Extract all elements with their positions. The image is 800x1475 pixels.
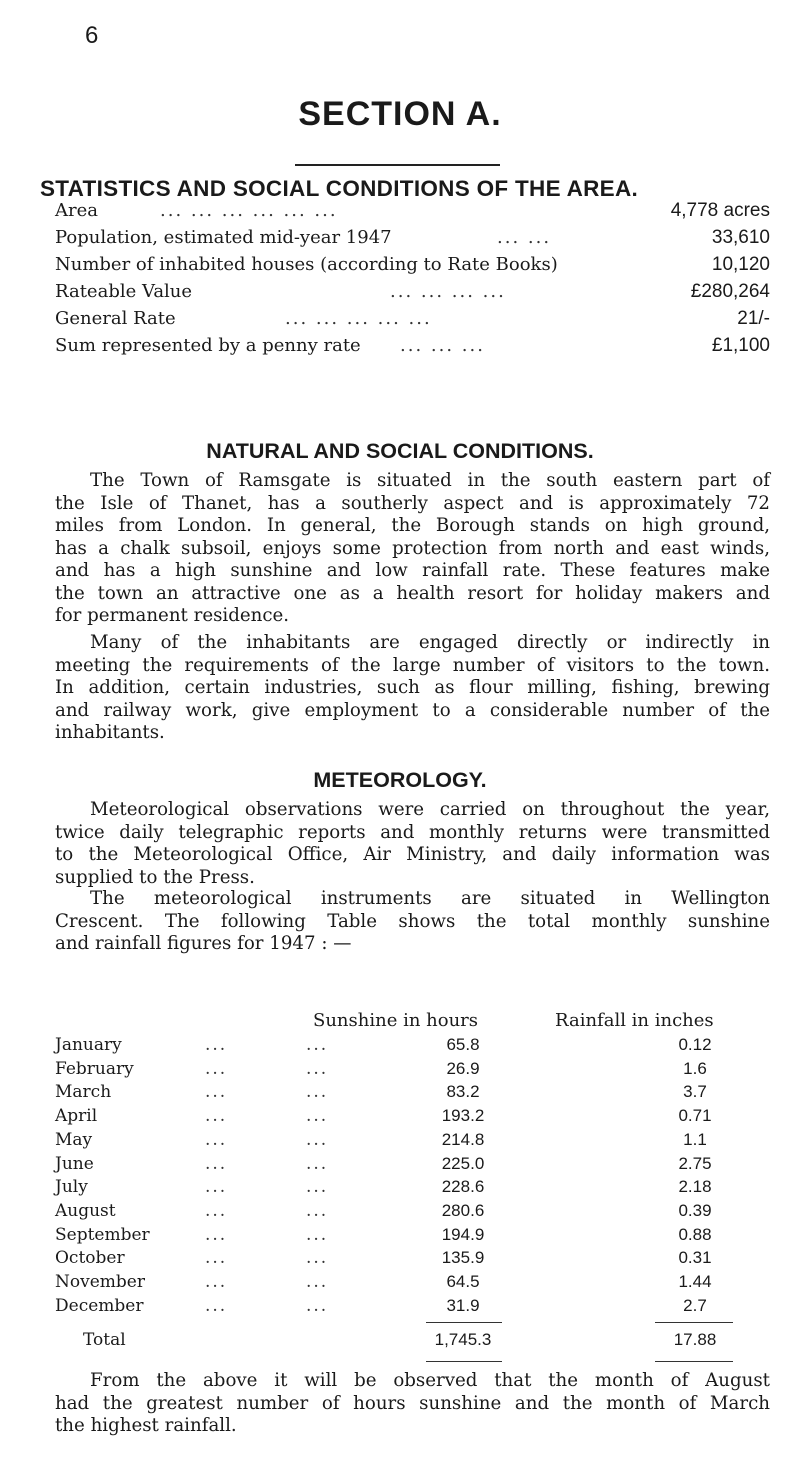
stat-label: Area (55, 200, 98, 221)
month-name: August (55, 1200, 116, 1221)
rainfall-value: 2.75 (678, 1153, 712, 1173)
table-row (55, 1296, 770, 1320)
leader-dots: ... ... ... ... ... (285, 308, 432, 329)
rainfall-value: 0.31 (678, 1248, 712, 1268)
leader-dots: ... (205, 1224, 228, 1245)
sunshine-value: 225.0 (441, 1153, 485, 1173)
table-row (55, 1248, 770, 1272)
text-line: From the above it will be observed that the month of August (90, 1370, 770, 1391)
total-sunshine: 1,745.3 (434, 1330, 492, 1349)
sunshine-value: 83.2 (446, 1082, 480, 1102)
leader-dots: ... (205, 1248, 228, 1269)
month-name: April (55, 1106, 98, 1127)
stat-value: 10,120 (711, 254, 770, 275)
stat-row (55, 308, 770, 336)
leader-dots: ... (306, 1129, 329, 1150)
rainfall-value: 1.1 (683, 1129, 707, 1149)
text-line: and rainfall figures for 1947 : — (55, 933, 352, 954)
leader-dots: ... (306, 1224, 329, 1245)
table-row (55, 1130, 770, 1154)
text-line: has a chalk subsoil, enjoys some protection from north and east winds, (55, 537, 770, 559)
sunshine-value: 64.5 (446, 1272, 480, 1291)
text-line: supplied to the Press. (55, 866, 255, 888)
section-title: SECTION A. (298, 95, 502, 133)
stat-label: General Rate (55, 308, 176, 329)
rainfall-value: 0.12 (678, 1035, 712, 1054)
sunshine-value: 228.6 (441, 1177, 485, 1197)
text-line: for permanent residence. (55, 605, 290, 626)
rainfall-value: 0.88 (678, 1224, 712, 1244)
stats-heading: STATISTICS AND SOCIAL CONDITIONS OF THE AREA. (40, 176, 639, 201)
rainfall-value: 0.39 (678, 1200, 712, 1220)
leader-dots: ... (306, 1035, 329, 1055)
stat-row (55, 200, 770, 228)
text-line: miles from London. In general, the Borough stands on high ground, (55, 515, 770, 536)
text-line: the highest rainfall. (55, 1415, 237, 1436)
stat-label: Number of inhabited houses (according to Rate Books) (55, 254, 558, 275)
text-line: inhabitants. (55, 722, 165, 743)
stat-value: 33,610 (711, 227, 770, 248)
total-row (55, 1330, 770, 1356)
leader-dots: ... ... ... ... (390, 281, 506, 302)
leader-dots: ... (306, 1106, 329, 1127)
table-row (55, 1272, 770, 1296)
rainfall-total-underline (655, 1361, 733, 1362)
total-rainfall: 17.88 (673, 1330, 717, 1349)
stat-value: 4,778 acres (670, 200, 770, 221)
text-line: the Isle of Thanet, has a southerly aspect and is approximately 72 (55, 492, 770, 514)
rainfall-value: 2.18 (678, 1177, 712, 1197)
natural-conditions-heading: NATURAL AND SOCIAL CONDITIONS. (206, 439, 594, 463)
table-row (55, 1106, 770, 1130)
leader-dots: ... (306, 1295, 329, 1316)
rainfall-value: 0.71 (678, 1106, 712, 1126)
leader-dots: ... (205, 1035, 228, 1055)
leader-dots: ... (205, 1177, 228, 1198)
leader-dots: ... ... (497, 227, 552, 248)
leader-dots: ... (205, 1058, 228, 1079)
sunshine-value: 65.8 (446, 1035, 480, 1054)
text-line: the town an attractive one as a health resort for holiday makers and (55, 582, 770, 604)
leader-dots: ... (205, 1129, 228, 1150)
text-line: and railway work, give employment to a considerable number of the (55, 699, 770, 721)
text-line: to the Meteorological Office, Air Ministry, and daily information was (55, 844, 770, 865)
month-name: January (55, 1035, 122, 1055)
leader-dots: ... ... ... ... ... ... (160, 200, 338, 221)
text-line: Meteorological observations were carried on throughout the year, (90, 799, 770, 820)
sunshine-value: 193.2 (441, 1106, 485, 1126)
total-label: Total (83, 1330, 126, 1350)
sunshine-total-underline (426, 1361, 502, 1362)
table-row (55, 1201, 770, 1225)
text-line: twice daily telegraphic reports and monthly returns were transmitted (55, 821, 770, 843)
rainfall-value: 3.7 (683, 1082, 707, 1102)
text-line: had the greatest number of hours sunshine and the month of March (55, 1392, 770, 1414)
stat-value: 21/- (737, 308, 770, 329)
meteorology-heading: METEOROLOGY. (313, 768, 487, 792)
conclusion-paragraph (55, 1370, 770, 1438)
leader-dots: ... (205, 1200, 228, 1221)
month-name: May (55, 1129, 93, 1150)
stat-label: Rateable Value (55, 281, 193, 302)
title-underline (295, 164, 500, 166)
month-name: June (55, 1153, 94, 1174)
table-row (55, 1177, 770, 1201)
meteorology-paragraph-2 (55, 888, 770, 956)
month-name: March (55, 1082, 112, 1103)
month-name: September (55, 1224, 150, 1245)
leader-dots: ... (306, 1200, 329, 1221)
rainfall-value: 2.7 (683, 1295, 707, 1315)
text-line: Many of the inhabitants are engaged directly or indirectly in (90, 632, 770, 653)
sunshine-value: 280.6 (441, 1200, 485, 1220)
table-row (55, 1035, 770, 1059)
text-line: meeting the requirements of the large number of visitors to the town. (55, 654, 770, 676)
sunshine-value: 31.9 (446, 1295, 480, 1315)
stat-row (55, 335, 770, 363)
leader-dots: ... (205, 1295, 228, 1316)
stat-label: Population, estimated mid-year 1947 (55, 227, 392, 248)
sunshine-value: 135.9 (441, 1248, 485, 1268)
stat-value: £1,100 (711, 335, 770, 356)
sunshine-value: 214.8 (441, 1129, 485, 1149)
month-name: October (55, 1248, 125, 1269)
rainfall-value: 1.44 (678, 1272, 712, 1291)
rainfall-sum-rule (655, 1322, 733, 1323)
leader-dots: ... (205, 1153, 228, 1174)
natural-paragraph-2 (55, 632, 770, 745)
stat-value: £280,264 (690, 281, 770, 302)
leader-dots: ... (205, 1082, 228, 1103)
leader-dots: ... (306, 1058, 329, 1079)
stat-row (55, 254, 770, 282)
leader-dots: ... (306, 1248, 329, 1269)
leader-dots: ... ... ... (400, 335, 485, 356)
text-line: and has a high sunshine and low rainfall rate. These features make (55, 560, 770, 581)
natural-paragraph-1 (55, 470, 770, 628)
stat-row (55, 227, 770, 255)
page-number: 6 (85, 22, 99, 49)
month-name: July (55, 1177, 88, 1198)
leader-dots: ... (306, 1272, 329, 1292)
table-row (55, 1154, 770, 1178)
rainfall-value: 1.6 (683, 1058, 707, 1078)
month-name: November (55, 1272, 145, 1292)
table-row (55, 1082, 770, 1106)
table-row (55, 1059, 770, 1083)
sunshine-value: 26.9 (446, 1058, 480, 1078)
leader-dots: ... (205, 1106, 228, 1127)
text-line: The Town of Ramsgate is situated in the south eastern part of (90, 470, 770, 491)
col-header-rainfall: Rainfall in inches (555, 1010, 714, 1031)
leader-dots: ... (205, 1272, 228, 1292)
stat-label: Sum represented by a penny rate (55, 335, 361, 356)
leader-dots: ... (306, 1177, 329, 1198)
meteorology-paragraph-1 (55, 799, 770, 889)
text-line: Crescent. The following Table shows the total monthly sunshine (55, 910, 770, 932)
month-name: February (55, 1058, 134, 1079)
col-header-sunshine: Sunshine in hours (313, 1010, 479, 1031)
sunshine-sum-rule (426, 1322, 502, 1323)
stat-row (55, 281, 770, 309)
leader-dots: ... (306, 1082, 329, 1103)
month-name: December (55, 1295, 144, 1316)
text-line: The meteorological instruments are situated in Wellington (90, 888, 770, 909)
table-row (55, 1225, 770, 1249)
text-line: In addition, certain industries, such as flour milling, fishing, brewing (55, 677, 770, 698)
leader-dots: ... (306, 1153, 329, 1174)
sunshine-value: 194.9 (441, 1224, 485, 1244)
